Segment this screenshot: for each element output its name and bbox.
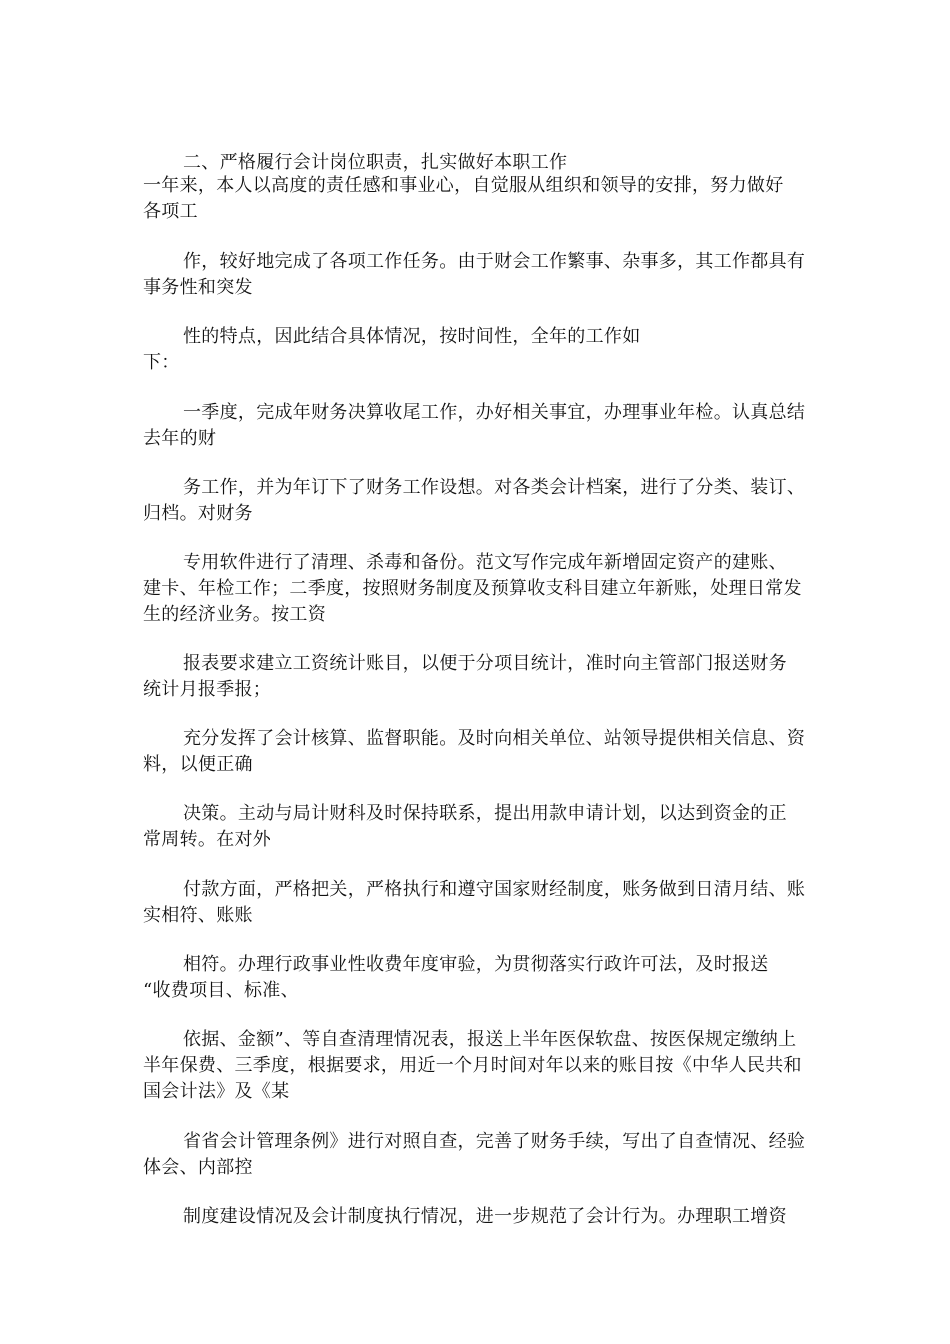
paragraph-line: 统计月报季报； (143, 679, 272, 700)
paragraph-line: 一季度，完成年财务决算收尾工作，办好相关事宜，办理事业年检。认真总结 (183, 402, 806, 423)
paragraph-line: 报表要求建立工资统计账目，以便于分项目统计，准时向主管部门报送财务 (183, 653, 787, 674)
paragraph-line: 性的特点，因此结合具体情况，按时间性，全年的工作如 (183, 326, 641, 347)
paragraph-line: 料，以便正确 (143, 754, 253, 775)
paragraph-line: 制度建设情况及会计制度执行情况，进一步规范了会计行为。办理职工增资 (183, 1206, 787, 1227)
paragraph-line: 充分发挥了会计核算、监督职能。及时向相关单位、站领导提供相关信息、资 (183, 728, 806, 749)
paragraph-line: 依据、金额”、等自查清理情况表，报送上半年医保软盘、按医保规定缴纳上 (183, 1029, 797, 1050)
paragraph-line: 实相符、账账 (143, 905, 253, 926)
paragraph-line: 省省会计管理条例》进行对照自查，完善了财务手续，写出了自查情况、经验 (183, 1131, 806, 1152)
paragraph-line: 专用软件进行了清理、杀毒和备份。范文写作完成年新增固定资产的建账、 (183, 552, 787, 573)
paragraph-line: “收费项目、标准、 (143, 980, 299, 1001)
paragraph-line: 建卡、年检工作；二季度，按照财务制度及预算收支科目建立年新账，处理日常发 (143, 578, 802, 599)
paragraph-line: 体会、内部控 (143, 1157, 253, 1178)
paragraph-line: 去年的财 (143, 428, 217, 449)
paragraph-line: 国会计法》及《某 (143, 1081, 290, 1102)
paragraph-line: 付款方面，严格把关，严格执行和遵守国家财经制度，账务做到日清月结、账 (183, 879, 806, 900)
paragraph-line: 常周转。在对外 (143, 829, 272, 850)
paragraph-line: 作，较好地完成了各项工作任务。由于财会工作繁事、杂事多，其工作都具有 (183, 251, 806, 272)
paragraph-line: 各项工 (143, 201, 198, 222)
paragraph-line: 归档。对财务 (143, 503, 253, 524)
paragraph-line: 务工作，并为年订下了财务工作设想。对各类会计档案，进行了分类、装订、 (183, 477, 806, 498)
section-heading: 二、严格履行会计岗位职责，扎实做好本职工作 (183, 152, 568, 173)
paragraph-line: 生的经济业务。按工资 (143, 604, 326, 625)
paragraph-line: 半年保费、三季度，根据要求，用近一个月时间对年以来的账目按《中华人民共和 (143, 1055, 802, 1076)
paragraph-line: 相符。办理行政事业性收费年度审验，为贯彻落实行政许可法，及时报送 (183, 954, 769, 975)
paragraph-line: 一年来，本人以高度的责任感和事业心，自觉服从组织和领导的安排，努力做好 (143, 175, 784, 196)
paragraph-line: 决策。主动与局计财科及时保持联系，提出用款申请计划，以达到资金的正 (183, 803, 787, 824)
paragraph-line: 事务性和突发 (143, 277, 253, 298)
paragraph-line: 下： (143, 352, 180, 373)
